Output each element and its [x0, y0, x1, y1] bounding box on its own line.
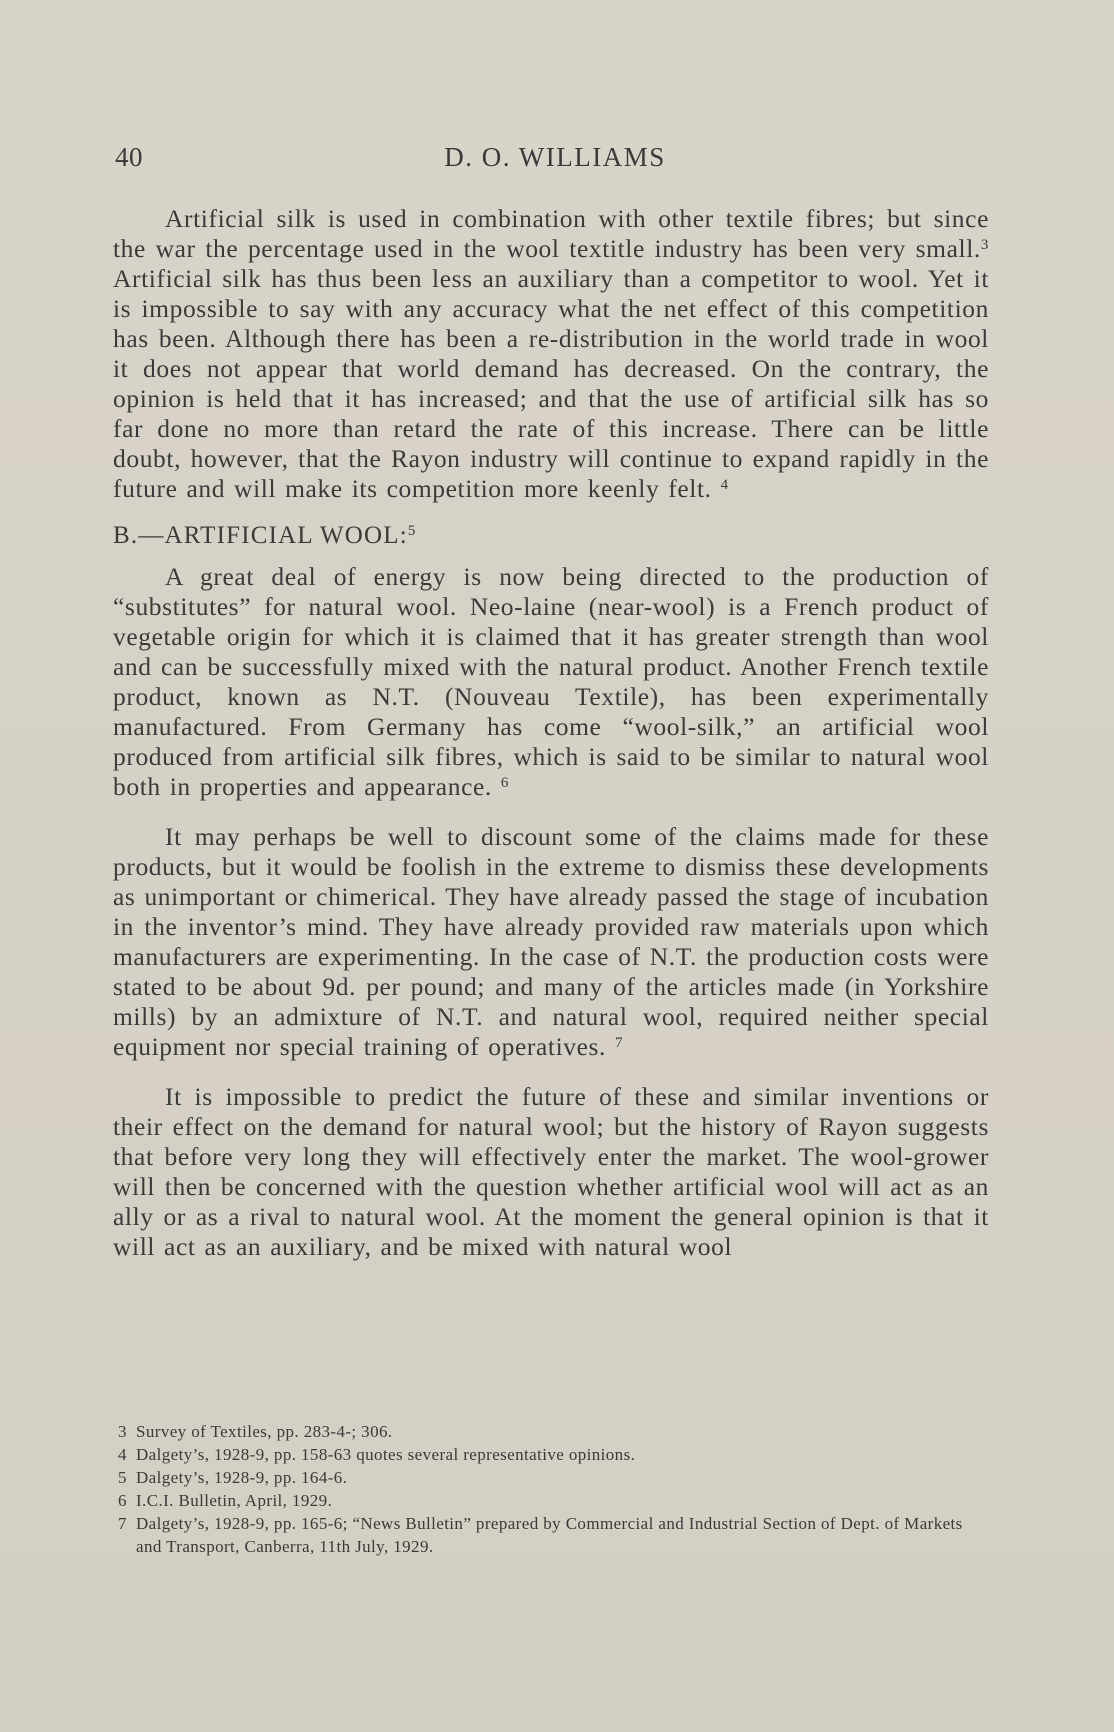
- footnote-text: Dalgety’s, 1928-9, pp. 158-63 quotes several representative opinions.: [136, 1445, 636, 1464]
- footnotes: [118, 1420, 988, 1558]
- page-number: 40: [115, 142, 143, 172]
- footnote-ref: 5: [407, 523, 417, 539]
- footnote-ref: 7: [615, 1035, 624, 1051]
- paragraph-4: It is impossible to predict the future of these and similar inventions or their effect on the demand for natural wool; but the history of Rayon suggests that before very long they will effectively enter the market. The wool-grower will then be concerned with the question whether artificial wool will act as an ally or as a rival to natural wool. At the moment the general opinion is that it will act as an auxiliary, and be mixed with natural wool: [113, 1082, 989, 1261]
- footnote-number: 7: [118, 1514, 127, 1533]
- footnote-text: Survey of Textiles, pp. 283-4-; 306.: [136, 1422, 393, 1441]
- footnote-ref: 6: [500, 775, 509, 791]
- running-title: D. O. WILLIAMS: [444, 142, 666, 172]
- footnote-ref: 4: [720, 477, 729, 493]
- section-heading: B.—ARTIFICIAL WOOL:$^5$: [113, 522, 417, 549]
- paragraph-1: Artificial silk is used in combination with other textile fibres; but since the war the percentage used in the wool textitle industry has been very small.$^3$ Artificial silk has thus been less an auxiliary than a competitor to wool. Yet it is impossible to say with any accuracy what the net effect of this competition has been. Although there has been a re-distribution in the world trade in wool it does not appear that world demand has decreased. On the contrary, the opinion is held that it has increased; and that the use of artificial silk has so far done no more than retard the rate of this increase. There can be little doubt, however, that the Rayon industry will continue to expand rapidly in the future and will make its competition more keenly felt. $^4$: [113, 204, 989, 503]
- footnote: [118, 1443, 988, 1466]
- footnote-number: 6: [118, 1491, 127, 1510]
- paragraph-3: It may perhaps be well to discount some of the claims made for these products, but it would be foolish in the extreme to dismiss these developments as unimportant or chimerical. They have already passed the stage of incubation in the inventor’s mind. They have already provided raw materials upon which manufacturers are experimenting. In the case of N.T. the production costs were stated to be about 9d. per pound; and many of the articles made (in Yorkshire mills) by an admixture of N.T. and natural wool, required neither special equipment nor special training of operatives. $^7$: [113, 822, 989, 1061]
- footnote: [118, 1512, 988, 1558]
- footnote-text: Dalgety’s, 1928-9, pp. 165-6; “News Bulletin” prepared by Commercial and Industrial Section of Dept. of Markets and Transport, Canberra, 11th July, 1929.: [136, 1514, 963, 1556]
- paragraph-2: A great deal of energy is now being directed to the production of “substitutes” for natural wool. Neo-laine (near-wool) is a French product of vegetable origin for which it is claimed that it has greater strength than wool and can be successfully mixed with the natural product. Another French textile product, known as N.T. (Nouveau Textile), has been experimentally manufactured. From Germany has come “wool-silk,” an artificial wool produced from artificial silk fibres, which is said to be similar to natural wool both in properties and appearance. $^6$: [113, 562, 989, 801]
- footnote-number: 3: [118, 1422, 127, 1441]
- footnote-text: I.C.I. Bulletin, April, 1929.: [136, 1491, 333, 1510]
- footnote: [118, 1420, 988, 1443]
- footnote-ref: 3: [980, 237, 989, 253]
- footnote: [118, 1489, 988, 1512]
- footnote-number: 5: [118, 1468, 127, 1487]
- footnote-text: Dalgety’s, 1928-9, pp. 164-6.: [136, 1468, 348, 1487]
- body-text: [113, 204, 989, 1262]
- page-header: [115, 142, 995, 182]
- footnote: [118, 1466, 988, 1489]
- footnote-number: 4: [118, 1445, 127, 1464]
